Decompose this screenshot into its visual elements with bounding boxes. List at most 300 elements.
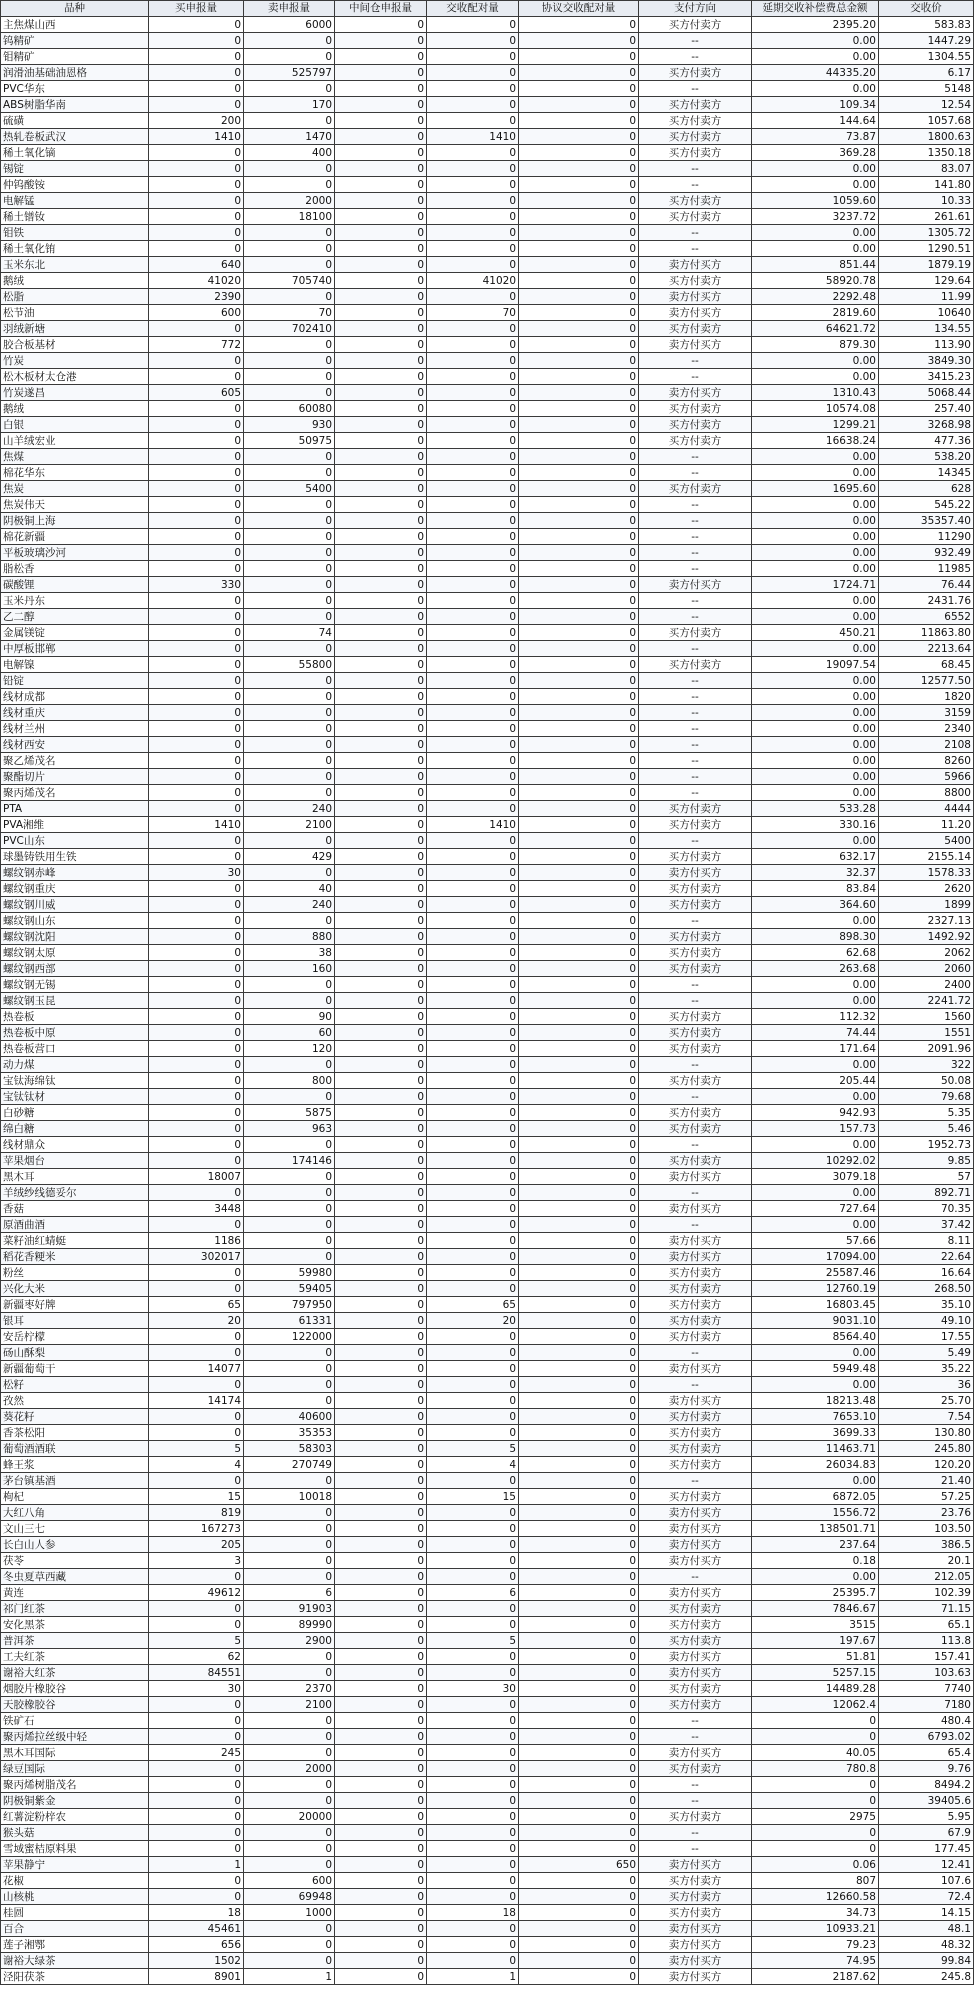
cell-compensation-total: 25395.7: [752, 1585, 879, 1601]
cell-agreement-matched: 0: [519, 337, 639, 353]
table-row: [1, 1217, 974, 1233]
cell-agreement-matched: 0: [519, 1585, 639, 1601]
cell-sell-declared: 40600: [244, 1409, 335, 1425]
cell-agreement-matched: 0: [519, 1281, 639, 1297]
cell-payment-direction: 买方付卖方: [639, 1681, 752, 1697]
cell-intermediate-declared: 0: [335, 1297, 427, 1313]
cell-compensation-total: 879.30: [752, 337, 879, 353]
cell-intermediate-declared: 0: [335, 1345, 427, 1361]
cell-delivery-matched: 0: [427, 1793, 519, 1809]
cell-delivery-matched: 0: [427, 353, 519, 369]
cell-buy-declared: 0: [149, 1153, 244, 1169]
cell-sell-declared: 0: [244, 1345, 335, 1361]
cell-payment-direction: 买方付卖方: [639, 897, 752, 913]
cell-compensation-total: 44335.20: [752, 65, 879, 81]
cell-delivery-price: 2400: [879, 977, 974, 993]
cell-buy-declared: 0: [149, 1041, 244, 1057]
cell-buy-declared: 772: [149, 337, 244, 353]
cell-variety: PVA湘维: [1, 817, 149, 833]
cell-delivery-matched: 0: [427, 65, 519, 81]
cell-variety: 线材成都: [1, 689, 149, 705]
cell-variety: 蜂王浆: [1, 1457, 149, 1473]
cell-intermediate-declared: 0: [335, 1921, 427, 1937]
cell-delivery-price: 8800: [879, 785, 974, 801]
cell-delivery-matched: 15: [427, 1489, 519, 1505]
cell-buy-declared: 1186: [149, 1233, 244, 1249]
cell-variety: 兴化大米: [1, 1281, 149, 1297]
cell-intermediate-declared: 0: [335, 1889, 427, 1905]
cell-delivery-matched: 0: [427, 1409, 519, 1425]
cell-compensation-total: 0.00: [752, 49, 879, 65]
cell-delivery-matched: 0: [427, 1505, 519, 1521]
cell-buy-declared: 245: [149, 1745, 244, 1761]
cell-sell-declared: 963: [244, 1121, 335, 1137]
table-row: [1, 1825, 974, 1841]
cell-buy-declared: 0: [149, 513, 244, 529]
cell-payment-direction: --: [639, 177, 752, 193]
cell-compensation-total: 138501.71: [752, 1521, 879, 1537]
table-row: [1, 1937, 974, 1953]
cell-compensation-total: 1724.71: [752, 577, 879, 593]
cell-sell-declared: 0: [244, 1841, 335, 1857]
cell-sell-declared: 0: [244, 369, 335, 385]
cell-intermediate-declared: 0: [335, 289, 427, 305]
cell-intermediate-declared: 0: [335, 1169, 427, 1185]
cell-payment-direction: --: [639, 641, 752, 657]
cell-compensation-total: 1299.21: [752, 417, 879, 433]
cell-compensation-total: 0.00: [752, 1377, 879, 1393]
cell-intermediate-declared: 0: [335, 1713, 427, 1729]
cell-variety: 普洱茶: [1, 1633, 149, 1649]
cell-compensation-total: 533.28: [752, 801, 879, 817]
cell-delivery-price: 1447.29: [879, 33, 974, 49]
cell-delivery-price: 107.6: [879, 1873, 974, 1889]
cell-agreement-matched: 0: [519, 1425, 639, 1441]
cell-sell-declared: 0: [244, 385, 335, 401]
cell-compensation-total: 112.32: [752, 1009, 879, 1025]
table-row: [1, 1137, 974, 1153]
cell-variety: 烟胶片橡胶谷: [1, 1681, 149, 1697]
table-row: [1, 641, 974, 657]
cell-payment-direction: 卖方付买方: [639, 1361, 752, 1377]
cell-delivery-matched: 0: [427, 705, 519, 721]
cell-sell-declared: 90: [244, 1009, 335, 1025]
cell-variety: 葡萄酒酒联: [1, 1441, 149, 1457]
cell-compensation-total: 0.00: [752, 721, 879, 737]
cell-variety: 螺纹钢重庆: [1, 881, 149, 897]
cell-delivery-matched: 4: [427, 1457, 519, 1473]
cell-delivery-price: 1492.92: [879, 929, 974, 945]
cell-agreement-matched: 0: [519, 1393, 639, 1409]
table-row: [1, 1409, 974, 1425]
cell-payment-direction: 卖方付买方: [639, 1393, 752, 1409]
cell-agreement-matched: 0: [519, 1009, 639, 1025]
cell-variety: 聚丙烯茂名: [1, 785, 149, 801]
cell-agreement-matched: 0: [519, 1729, 639, 1745]
cell-delivery-matched: 0: [427, 209, 519, 225]
cell-payment-direction: 卖方付买方: [639, 1585, 752, 1601]
cell-delivery-price: 1305.72: [879, 225, 974, 241]
cell-agreement-matched: 0: [519, 1473, 639, 1489]
table-row: [1, 1553, 974, 1569]
cell-compensation-total: 0: [752, 1841, 879, 1857]
cell-variety: 线材重庆: [1, 705, 149, 721]
cell-delivery-matched: 0: [427, 769, 519, 785]
cell-intermediate-declared: 0: [335, 593, 427, 609]
cell-variety: 红薯淀粉梓农: [1, 1809, 149, 1825]
cell-delivery-price: 2327.13: [879, 913, 974, 929]
cell-delivery-price: 9.76: [879, 1761, 974, 1777]
cell-compensation-total: 0.00: [752, 161, 879, 177]
cell-variety: 阴极铜上海: [1, 513, 149, 529]
cell-delivery-price: 102.39: [879, 1585, 974, 1601]
cell-delivery-matched: 0: [427, 945, 519, 961]
cell-agreement-matched: 0: [519, 193, 639, 209]
cell-buy-declared: 205: [149, 1537, 244, 1553]
cell-payment-direction: 买方付卖方: [639, 1633, 752, 1649]
cell-payment-direction: 买方付卖方: [639, 97, 752, 113]
cell-agreement-matched: 0: [519, 289, 639, 305]
cell-delivery-price: 2091.96: [879, 1041, 974, 1057]
cell-compensation-total: 0.00: [752, 1345, 879, 1361]
cell-compensation-total: 109.34: [752, 97, 879, 113]
cell-buy-declared: 0: [149, 1697, 244, 1713]
cell-sell-declared: 160: [244, 961, 335, 977]
table-row: [1, 1601, 974, 1617]
cell-compensation-total: 64621.72: [752, 321, 879, 337]
cell-buy-declared: 84551: [149, 1665, 244, 1681]
table-row: [1, 769, 974, 785]
cell-intermediate-declared: 0: [335, 1601, 427, 1617]
cell-payment-direction: 买方付卖方: [639, 1105, 752, 1121]
cell-buy-declared: 0: [149, 961, 244, 977]
cell-variety: 孜然: [1, 1393, 149, 1409]
cell-sell-declared: 35353: [244, 1425, 335, 1441]
cell-intermediate-declared: 0: [335, 641, 427, 657]
table-row: [1, 481, 974, 497]
cell-payment-direction: --: [639, 1777, 752, 1793]
table-row: [1, 801, 974, 817]
table-row: [1, 737, 974, 753]
col-agreement-matched: 协议交收配对量: [519, 1, 639, 17]
cell-compensation-total: 14489.28: [752, 1681, 879, 1697]
cell-intermediate-declared: 0: [335, 1585, 427, 1601]
cell-intermediate-declared: 0: [335, 1409, 427, 1425]
cell-compensation-total: 171.64: [752, 1041, 879, 1057]
cell-compensation-total: 0.00: [752, 497, 879, 513]
cell-payment-direction: 买方付卖方: [639, 417, 752, 433]
cell-delivery-matched: 0: [427, 1761, 519, 1777]
cell-compensation-total: 73.87: [752, 129, 879, 145]
table-row: [1, 1073, 974, 1089]
cell-variety: 热轧卷板武汉: [1, 129, 149, 145]
cell-delivery-matched: 0: [427, 1345, 519, 1361]
cell-delivery-price: 480.4: [879, 1713, 974, 1729]
cell-delivery-price: 21.40: [879, 1473, 974, 1489]
cell-compensation-total: 62.68: [752, 945, 879, 961]
cell-buy-declared: 0: [149, 849, 244, 865]
cell-payment-direction: 买方付卖方: [639, 1297, 752, 1313]
cell-delivery-price: 7.54: [879, 1409, 974, 1425]
cell-buy-declared: 0: [149, 81, 244, 97]
cell-intermediate-declared: 0: [335, 561, 427, 577]
cell-agreement-matched: 0: [519, 1489, 639, 1505]
cell-buy-declared: 30: [149, 865, 244, 881]
cell-delivery-price: 8494.2: [879, 1777, 974, 1793]
cell-sell-declared: 0: [244, 33, 335, 49]
cell-payment-direction: --: [639, 1729, 752, 1745]
cell-delivery-price: 134.55: [879, 321, 974, 337]
cell-payment-direction: 买方付卖方: [639, 1041, 752, 1057]
cell-compensation-total: 851.44: [752, 257, 879, 273]
cell-agreement-matched: 0: [519, 1185, 639, 1201]
table-row: [1, 17, 974, 33]
cell-intermediate-declared: 0: [335, 1937, 427, 1953]
cell-delivery-matched: 0: [427, 145, 519, 161]
cell-delivery-matched: 0: [427, 113, 519, 129]
cell-intermediate-declared: 0: [335, 81, 427, 97]
cell-sell-declared: 240: [244, 801, 335, 817]
cell-sell-declared: 0: [244, 609, 335, 625]
cell-variety: 香菇: [1, 1201, 149, 1217]
cell-variety: 中厚板邯郸: [1, 641, 149, 657]
cell-buy-declared: 0: [149, 673, 244, 689]
cell-delivery-price: 16.64: [879, 1265, 974, 1281]
cell-payment-direction: 卖方付买方: [639, 1169, 752, 1185]
cell-variety: 新疆枣好牌: [1, 1297, 149, 1313]
cell-variety: 聚酯切片: [1, 769, 149, 785]
cell-variety: 松脂: [1, 289, 149, 305]
cell-buy-declared: 8901: [149, 1969, 244, 1985]
cell-variety: 苹果静宁: [1, 1857, 149, 1873]
cell-payment-direction: 买方付卖方: [639, 1457, 752, 1473]
cell-agreement-matched: 0: [519, 1025, 639, 1041]
cell-payment-direction: 买方付卖方: [639, 129, 752, 145]
cell-buy-declared: 0: [149, 241, 244, 257]
cell-sell-declared: 0: [244, 753, 335, 769]
cell-delivery-matched: 0: [427, 1777, 519, 1793]
cell-compensation-total: 19097.54: [752, 657, 879, 673]
cell-variety: 热卷板中原: [1, 1025, 149, 1041]
cell-delivery-price: 141.80: [879, 177, 974, 193]
cell-agreement-matched: 0: [519, 897, 639, 913]
cell-delivery-price: 628: [879, 481, 974, 497]
cell-sell-declared: 0: [244, 1921, 335, 1937]
cell-agreement-matched: 0: [519, 689, 639, 705]
cell-variety: 菜籽油红蜻蜓: [1, 1233, 149, 1249]
cell-compensation-total: 10292.02: [752, 1153, 879, 1169]
table-row: [1, 1281, 974, 1297]
cell-delivery-price: 257.40: [879, 401, 974, 417]
cell-delivery-matched: 65: [427, 1297, 519, 1313]
cell-delivery-matched: 70: [427, 305, 519, 321]
cell-sell-declared: 6: [244, 1585, 335, 1601]
cell-buy-declared: 0: [149, 193, 244, 209]
cell-sell-declared: 800: [244, 1073, 335, 1089]
cell-payment-direction: 买方付卖方: [639, 113, 752, 129]
cell-sell-declared: 0: [244, 1793, 335, 1809]
cell-variety: 锡锭: [1, 161, 149, 177]
cell-buy-declared: 5: [149, 1633, 244, 1649]
cell-variety: 球墨铸铁用生铁: [1, 849, 149, 865]
cell-sell-declared: 5400: [244, 481, 335, 497]
cell-delivery-matched: 0: [427, 1089, 519, 1105]
cell-sell-declared: 61331: [244, 1313, 335, 1329]
cell-agreement-matched: 0: [519, 801, 639, 817]
cell-variety: 祁门红茶: [1, 1601, 149, 1617]
cell-buy-declared: 0: [149, 1057, 244, 1073]
cell-agreement-matched: 0: [519, 1553, 639, 1569]
cell-payment-direction: 买方付卖方: [639, 625, 752, 641]
cell-variety: 莲子湘鄂: [1, 1937, 149, 1953]
cell-delivery-price: 103.50: [879, 1521, 974, 1537]
table-row: [1, 1649, 974, 1665]
cell-intermediate-declared: 0: [335, 1665, 427, 1681]
cell-buy-declared: 3448: [149, 1201, 244, 1217]
cell-buy-declared: 0: [149, 545, 244, 561]
cell-intermediate-declared: 0: [335, 241, 427, 257]
table-row: [1, 465, 974, 481]
cell-agreement-matched: 0: [519, 465, 639, 481]
cell-delivery-matched: 0: [427, 1153, 519, 1169]
cell-agreement-matched: 0: [519, 273, 639, 289]
cell-intermediate-declared: 0: [335, 625, 427, 641]
cell-intermediate-declared: 0: [335, 1697, 427, 1713]
cell-intermediate-declared: 0: [335, 833, 427, 849]
cell-payment-direction: 买方付卖方: [639, 321, 752, 337]
cell-agreement-matched: 0: [519, 1825, 639, 1841]
cell-delivery-price: 129.64: [879, 273, 974, 289]
cell-agreement-matched: 0: [519, 705, 639, 721]
cell-compensation-total: 79.23: [752, 1937, 879, 1953]
table-row: [1, 977, 974, 993]
cell-buy-declared: 0: [149, 49, 244, 65]
cell-intermediate-declared: 0: [335, 1473, 427, 1489]
cell-delivery-matched: 0: [427, 913, 519, 929]
cell-delivery-matched: 0: [427, 1377, 519, 1393]
cell-delivery-matched: 30: [427, 1681, 519, 1697]
cell-variety: 螺纹钢川威: [1, 897, 149, 913]
cell-sell-declared: 0: [244, 513, 335, 529]
cell-sell-declared: 240: [244, 897, 335, 913]
cell-payment-direction: --: [639, 465, 752, 481]
cell-payment-direction: --: [639, 769, 752, 785]
cell-compensation-total: 2395.20: [752, 17, 879, 33]
table-row: [1, 49, 974, 65]
cell-intermediate-declared: 0: [335, 1089, 427, 1105]
cell-delivery-matched: 0: [427, 1473, 519, 1489]
cell-sell-declared: 0: [244, 1377, 335, 1393]
cell-delivery-matched: 0: [427, 97, 519, 113]
cell-sell-declared: 2370: [244, 1681, 335, 1697]
cell-variety: 玉米丹东: [1, 593, 149, 609]
cell-payment-direction: 买方付卖方: [639, 1281, 752, 1297]
cell-sell-declared: 0: [244, 641, 335, 657]
cell-compensation-total: 11463.71: [752, 1441, 879, 1457]
cell-intermediate-declared: 0: [335, 1009, 427, 1025]
cell-agreement-matched: 0: [519, 1329, 639, 1345]
cell-payment-direction: --: [639, 161, 752, 177]
cell-payment-direction: --: [639, 913, 752, 929]
cell-intermediate-declared: 0: [335, 481, 427, 497]
table-row: [1, 113, 974, 129]
cell-intermediate-declared: 0: [335, 129, 427, 145]
cell-delivery-price: 3849.30: [879, 353, 974, 369]
cell-delivery-price: 1578.33: [879, 865, 974, 881]
cell-delivery-matched: 0: [427, 593, 519, 609]
table-row: [1, 1841, 974, 1857]
cell-intermediate-declared: 0: [335, 769, 427, 785]
cell-delivery-matched: 0: [427, 385, 519, 401]
cell-agreement-matched: 0: [519, 353, 639, 369]
cell-agreement-matched: 0: [519, 849, 639, 865]
cell-compensation-total: 0.00: [752, 753, 879, 769]
cell-delivery-price: 5068.44: [879, 385, 974, 401]
table-row: [1, 353, 974, 369]
cell-intermediate-declared: 0: [335, 209, 427, 225]
cell-variety: 白银: [1, 417, 149, 433]
cell-payment-direction: 卖方付买方: [639, 865, 752, 881]
cell-buy-declared: 1410: [149, 817, 244, 833]
table-row: [1, 1537, 974, 1553]
cell-delivery-matched: 0: [427, 545, 519, 561]
cell-compensation-total: 0.00: [752, 1473, 879, 1489]
cell-delivery-price: 37.42: [879, 1217, 974, 1233]
cell-delivery-price: 35.22: [879, 1361, 974, 1377]
cell-sell-declared: 0: [244, 577, 335, 593]
cell-intermediate-declared: 0: [335, 1793, 427, 1809]
cell-intermediate-declared: 0: [335, 817, 427, 833]
cell-buy-declared: 0: [149, 1713, 244, 1729]
cell-sell-declared: 0: [244, 1553, 335, 1569]
cell-buy-declared: 0: [149, 561, 244, 577]
cell-buy-declared: 0: [149, 1793, 244, 1809]
table-row: [1, 1489, 974, 1505]
cell-delivery-matched: 0: [427, 673, 519, 689]
table-row: [1, 65, 974, 81]
cell-compensation-total: 12760.19: [752, 1281, 879, 1297]
table-row: [1, 1361, 974, 1377]
cell-compensation-total: 1556.72: [752, 1505, 879, 1521]
cell-buy-declared: 0: [149, 945, 244, 961]
cell-payment-direction: --: [639, 449, 752, 465]
cell-intermediate-declared: 0: [335, 369, 427, 385]
cell-sell-declared: 59980: [244, 1265, 335, 1281]
cell-agreement-matched: 0: [519, 177, 639, 193]
cell-sell-declared: 0: [244, 337, 335, 353]
cell-delivery-price: 212.05: [879, 1569, 974, 1585]
cell-buy-declared: 0: [149, 689, 244, 705]
cell-sell-declared: 0: [244, 241, 335, 257]
cell-delivery-price: 177.45: [879, 1841, 974, 1857]
cell-buy-declared: 0: [149, 225, 244, 241]
table-row: [1, 689, 974, 705]
cell-intermediate-declared: 0: [335, 1313, 427, 1329]
header-row: [1, 1, 974, 17]
cell-delivery-matched: 0: [427, 1841, 519, 1857]
cell-compensation-total: 0.00: [752, 1569, 879, 1585]
cell-buy-declared: 0: [149, 1265, 244, 1281]
cell-delivery-price: 3268.98: [879, 417, 974, 433]
cell-sell-declared: 0: [244, 113, 335, 129]
cell-agreement-matched: 0: [519, 385, 639, 401]
cell-compensation-total: 2975: [752, 1809, 879, 1825]
cell-payment-direction: 卖方付买方: [639, 1969, 752, 1985]
cell-payment-direction: 卖方付买方: [639, 1249, 752, 1265]
col-buy-declared: 买申报量: [149, 1, 244, 17]
cell-agreement-matched: 0: [519, 1297, 639, 1313]
table-row: [1, 1345, 974, 1361]
